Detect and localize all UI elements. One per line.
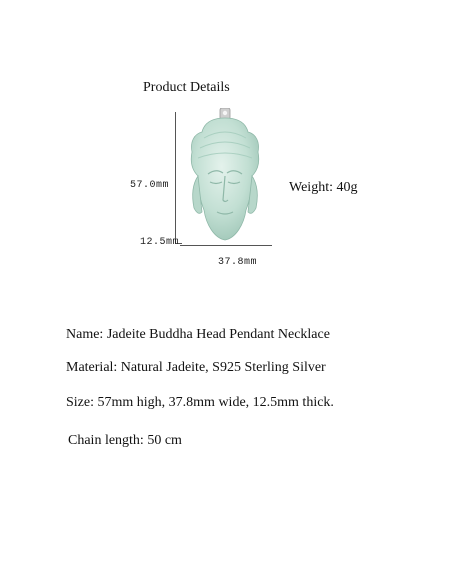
width-label: 37.8mm <box>218 257 258 268</box>
height-dimension-line <box>175 112 176 244</box>
spec-size: Size: 57mm high, 37.8mm wide, 12.5mm thick. <box>66 395 334 410</box>
page-title: Product Details <box>143 80 230 95</box>
thickness-label: 12.5mm <box>140 237 180 248</box>
spec-name: Name: Jadeite Buddha Head Pendant Necklace <box>66 327 330 342</box>
weight-label: Weight: 40g <box>289 180 358 195</box>
height-label: 57.0mm <box>130 180 170 191</box>
spec-chain-length: Chain length: 50 cm <box>68 433 182 448</box>
spec-material: Material: Natural Jadeite, S925 Sterling Silver <box>66 360 326 375</box>
buddha-pendant-image <box>180 108 270 244</box>
width-dimension-line <box>180 245 272 246</box>
